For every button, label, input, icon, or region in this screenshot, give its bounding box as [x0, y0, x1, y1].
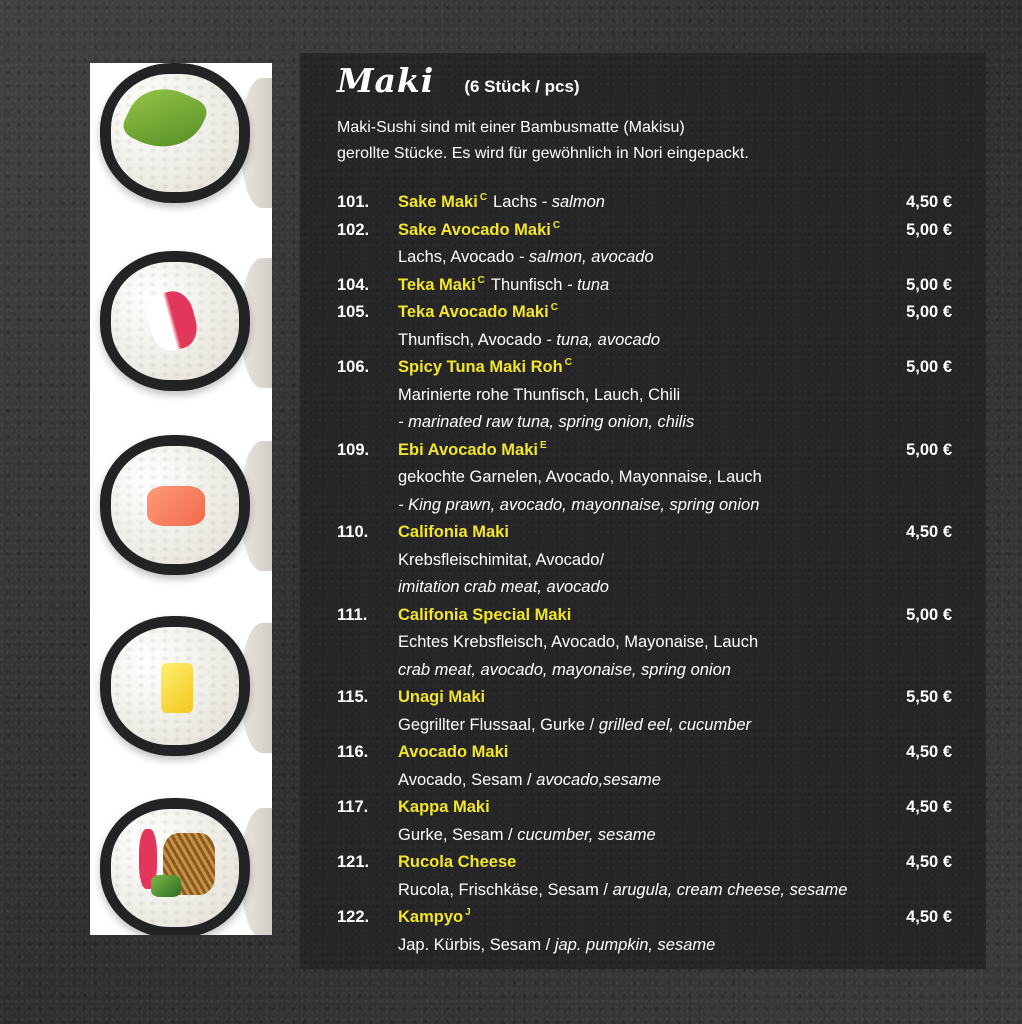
intro-line: Maki-Sushi sind mit einer Bambusmatte (Makisu): [337, 119, 685, 136]
item-number: 106.: [337, 358, 370, 376]
item-price: 4,50 €: [906, 743, 952, 761]
item-description: [398, 409, 694, 437]
item-description: Marinierte rohe Thunfisch, Lauch, Chili: [398, 385, 681, 404]
sushi-roll-crab: [100, 251, 250, 391]
intro-text: [337, 115, 937, 167]
sushi-roll-california: [100, 798, 250, 935]
menu-item-row: [337, 849, 955, 877]
allergen-code: C: [479, 192, 488, 203]
page-title: Maki: [337, 61, 435, 100]
allergen-code: E: [539, 439, 547, 451]
allergen-code: J: [465, 907, 471, 918]
menu-item-description-row: [337, 327, 955, 355]
sushi-roll-cucumber: [100, 63, 250, 203]
menu-item-row: [337, 794, 955, 822]
item-price: 4,50 €: [906, 798, 952, 816]
item-inline-translation: - salmon: [541, 193, 605, 211]
item-price: 4,50 €: [906, 853, 952, 871]
item-inline-translation: - tuna: [567, 275, 610, 294]
item-number: 110.: [337, 523, 369, 541]
item-description: Gurke, Sesam / cucumber, sesame: [398, 825, 656, 844]
item-number: 115.: [337, 688, 369, 706]
item-translation: jap. pumpkin, sesame: [554, 935, 716, 954]
item-price: 5,00 €: [906, 275, 952, 294]
menu-item-description-row: [337, 547, 955, 575]
item-description: Jap. Kürbis, Sesam / jap. pumpkin, sesame: [398, 935, 716, 954]
menu-item-row: [337, 519, 955, 547]
item-description: Thunfisch, Avocado - tuna, avocado: [398, 330, 661, 349]
item-translation: avocado,sesame: [536, 770, 661, 789]
sushi-roll-salmon: [100, 435, 250, 575]
item-price: 5,00 €: [906, 358, 952, 376]
item-number: 105.: [337, 303, 370, 321]
sushi-photo-strip: [90, 63, 272, 935]
item-translation: - salmon, avocado: [518, 248, 654, 266]
page-subtitle: (6 Stück / pcs): [464, 77, 580, 96]
item-price: 5,00 €: [906, 303, 952, 321]
item-name: Teka Avocado Maki $^C$: [398, 302, 558, 321]
menu-item-description-row: [337, 932, 955, 960]
item-name: Kampyo $^J$: [398, 907, 471, 926]
item-translation: grilled eel, cucumber: [598, 715, 752, 734]
allergen-code: C: [552, 219, 561, 231]
item-inline-description: Thunfisch - tuna: [490, 275, 610, 294]
item-price: 5,00 €: [906, 605, 952, 624]
menu-header: [337, 61, 580, 101]
item-translation: cucumber, sesame: [517, 825, 656, 844]
item-translation: crab meat, avocado, mayonaise, spring onion: [398, 660, 731, 679]
menu-items-list: [337, 189, 955, 959]
intro-line: gerollte Stücke. Es wird für gewöhnlich in Nori eingepackt.: [337, 145, 749, 162]
item-number: 122.: [337, 908, 370, 926]
item-price: 4,50 €: [906, 193, 952, 211]
menu-item-description-row: [337, 629, 955, 657]
item-name: Kappa Maki: [398, 798, 490, 816]
menu-item-row: [337, 217, 955, 245]
item-description: Echtes Krebsfleisch, Avocado, Mayonaise, Lauch: [398, 633, 759, 651]
allergen-code: C: [550, 302, 558, 313]
item-description: Rucola, Frischkäse, Sesam / arugula, cream cheese, sesame: [398, 880, 848, 899]
menu-panel: [300, 53, 986, 969]
item-name: Teka Maki $^C$ Thunfisch - tuna: [398, 274, 610, 294]
item-name: Ebi Avocado Maki $^E$: [398, 439, 547, 459]
menu-item-row: [337, 354, 955, 382]
menu-item-row: [337, 272, 955, 300]
item-translation: - tuna, avocado: [546, 330, 661, 349]
item-name: Califonia Special Maki: [398, 605, 572, 624]
allergen-code: C: [477, 274, 485, 286]
item-name: Rucola Cheese: [398, 853, 517, 871]
menu-item-description-row: [337, 464, 955, 492]
item-name: Sake Maki $^C$ Lachs - salmon: [398, 192, 605, 211]
menu-item-description-row: [337, 712, 955, 740]
item-price: 5,00 €: [906, 440, 952, 459]
menu-item-description-row: [337, 767, 955, 795]
item-translation: imitation crab meat, avocado: [398, 578, 609, 596]
item-number: 101.: [337, 193, 370, 211]
menu-item-row: [337, 602, 955, 630]
item-description: gekochte Garnelen, Avocado, Mayonnaise, Lauch: [398, 468, 762, 486]
item-translation: arugula, cream cheese, sesame: [612, 880, 848, 899]
item-name: Califonia Maki: [398, 523, 509, 541]
item-description: [398, 574, 609, 602]
item-description: Krebsfleischimitat, Avocado/: [398, 550, 605, 569]
sushi-roll-pumpkin: [100, 616, 250, 756]
item-description: [398, 657, 731, 685]
item-name: Spicy Tuna Maki Roh $^C$: [398, 357, 572, 376]
menu-item-description-row: [337, 822, 955, 850]
item-number: 111.: [337, 605, 368, 624]
item-number: 102.: [337, 220, 370, 239]
item-price: 5,00 €: [906, 220, 952, 239]
item-description: Avocado, Sesam / avocado,sesame: [398, 770, 661, 789]
item-translation: - King prawn, avocado, mayonnaise, spring onion: [398, 495, 760, 514]
menu-item-row: [337, 189, 955, 217]
item-number: 104.: [337, 275, 370, 294]
menu-item-description-row: [337, 492, 955, 520]
item-price: 4,50 €: [906, 908, 952, 926]
menu-item-description-row: [337, 877, 955, 905]
menu-item-row: [337, 437, 955, 465]
item-translation: - marinated raw tuna, spring onion, chilis: [398, 413, 695, 431]
item-number: 117.: [337, 798, 369, 816]
item-name: Avocado Maki: [398, 743, 509, 761]
menu-item-description-row: [337, 409, 955, 437]
menu-item-description-row: [337, 382, 955, 410]
menu-item-row: [337, 299, 955, 327]
item-number: 109.: [337, 440, 370, 459]
menu-item-row: [337, 684, 955, 712]
item-description: Gegrillter Flussaal, Gurke / grilled eel, cucumber: [398, 715, 752, 734]
allergen-code: C: [564, 357, 572, 368]
item-description: Lachs, Avocado - salmon, avocado: [398, 248, 654, 266]
item-name: Sake Avocado Maki $^C$: [398, 219, 561, 239]
menu-item-description-row: [337, 657, 955, 685]
item-price: 5,50 €: [906, 688, 952, 706]
item-description: [398, 492, 759, 520]
menu-item-description-row: [337, 244, 955, 272]
item-name: Unagi Maki: [398, 688, 486, 706]
menu-item-description-row: [337, 574, 955, 602]
item-number: 116.: [337, 743, 369, 761]
item-price: 4,50 €: [906, 523, 952, 541]
menu-item-row: [337, 904, 955, 932]
item-number: 121.: [337, 853, 370, 871]
item-inline-description: Lachs - salmon: [493, 193, 605, 211]
menu-item-row: [337, 739, 955, 767]
